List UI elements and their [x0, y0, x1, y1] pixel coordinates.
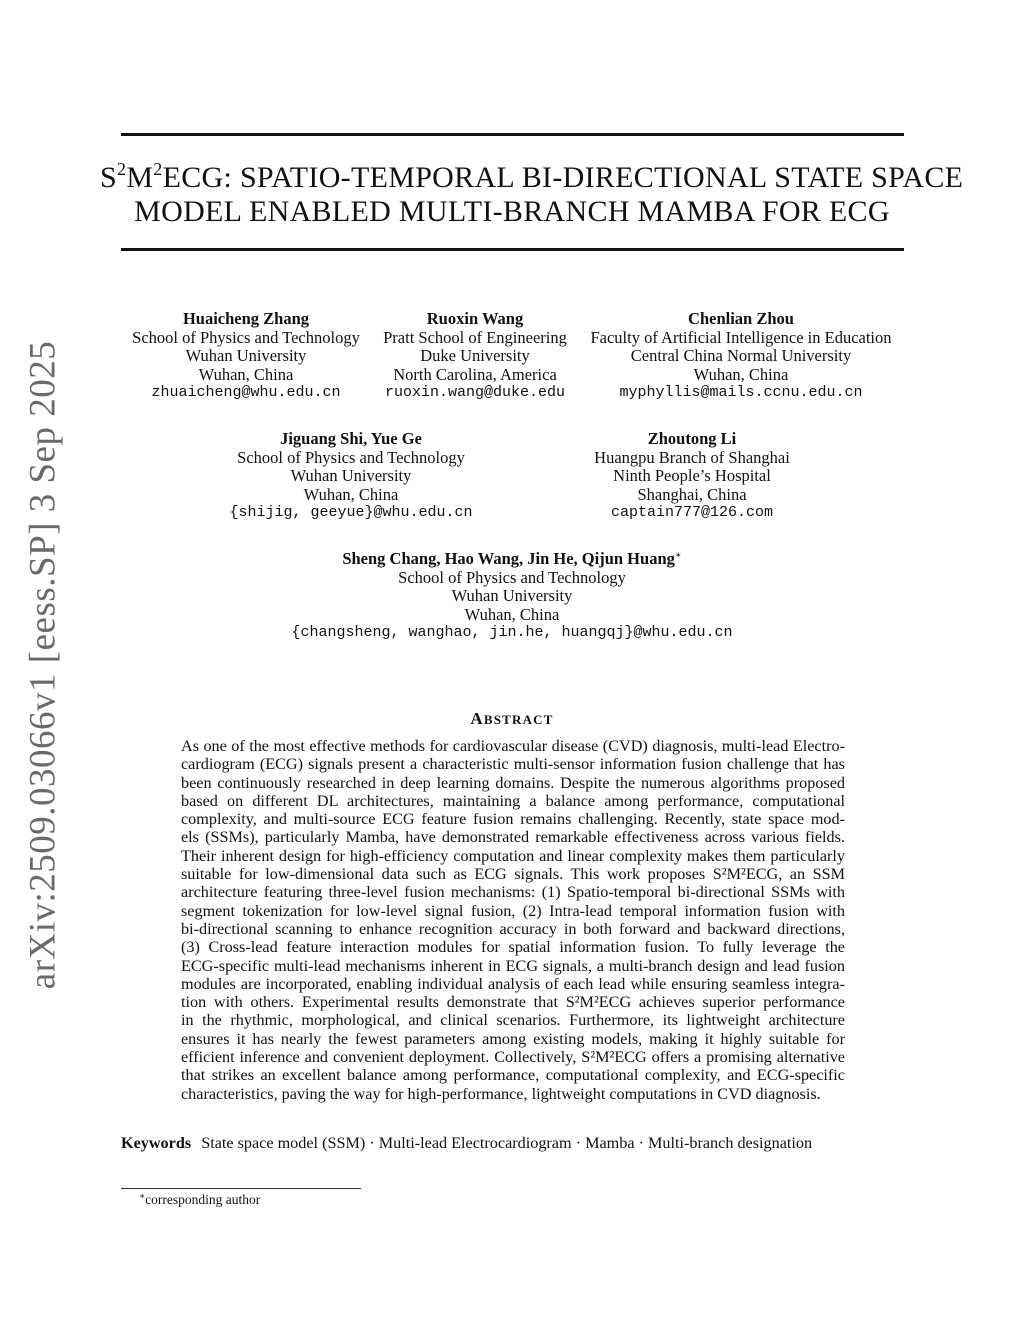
abstract-line: As one of the most effective methods for cardiovascular disease (CVD) diagnosis, multi-lead Electro- — [181, 737, 845, 755]
abstract-line: modules are incorporated, enabling individual analysis of each lead while ensuring seamless integra- — [181, 974, 845, 993]
abstract-line: ensures it has nearly the fewest parameters among existing models, making it highly suitable for — [181, 1029, 845, 1048]
abstract-line: tion with others. Experimental results demonstrate that S²M²ECG achieves superior performance — [181, 993, 845, 1012]
author-block-1 — [130, 310, 362, 403]
author-affiliation: Faculty of Artificial Intelligence in Education — [590, 327, 892, 347]
author-name: Chenlian Zhou — [688, 309, 794, 328]
author-institution: Wuhan University — [451, 586, 573, 605]
abstract-line: cardiogram (ECG) signals present a characteristic multi-sensor information fusion challenge that has — [181, 755, 845, 774]
author-name: Sheng Chang, Hao Wang, Jin He, Qijun Huang∗ — [342, 549, 682, 568]
footnote-rule — [121, 1188, 361, 1189]
author-institution: Wuhan University — [185, 346, 307, 365]
title-line-2: MODEL ENABLED MULTI-BRANCH MAMBA FOR ECG — [134, 195, 890, 228]
author-affiliation: Huangpu Branch of Shanghai — [594, 447, 790, 467]
abstract-line: suitable for low-dimensional data such as ECG signals. This work proposes S²M²ECG, an SSM — [181, 865, 845, 884]
author-email[interactable]: {changsheng, wanghao, jin.he, huangqj}@whu.edu.cn — [291, 624, 733, 641]
author-location: Wuhan, China — [303, 484, 399, 504]
author-location: Shanghai, China — [637, 484, 747, 504]
author-institution: Central China Normal University — [630, 346, 852, 365]
abstract-line: ECG-specific multi-lead mechanisms inherent in ECG signals, a multi-branch design and lead fusion — [181, 956, 845, 975]
abstract-line: in the rhythmic, morphological, and clinical scenarios. Furthermore, its lightweight architecture — [181, 1011, 845, 1030]
abstract-line: (3) Cross-lead feature interaction modules for spatial information fusion. To fully leverage the — [181, 938, 845, 957]
author-block-4 — [226, 430, 476, 523]
title-top-rule — [121, 133, 904, 136]
corresponding-mark: ∗ — [674, 550, 682, 561]
author-email[interactable]: myphyllis@mails.ccnu.edu.cn — [619, 384, 863, 401]
keywords-label: Keywords — [121, 1134, 192, 1152]
author-name: Huaicheng Zhang — [182, 309, 310, 328]
author-affiliation: School of Physics and Technology — [398, 567, 626, 587]
paper-title — [100, 159, 964, 229]
abstract-line: bi-directional scanning to enhance recognition accuracy in both forward and backward directions, — [181, 919, 845, 938]
author-name: Ruoxin Wang — [426, 309, 524, 328]
footnote — [139, 1192, 260, 1208]
author-location: North Carolina, America — [393, 364, 557, 384]
abstract-line: characteristics, paving the way for high-performance, lightweight computations in CVD diagnosis. — [181, 1084, 821, 1103]
title-line-1: $S^2M^2ECG$: SPATIO-TEMPORAL BI-DIRECTIONAL STATE SPACE — [100, 159, 964, 194]
author-institution: Wuhan University — [290, 466, 412, 485]
keywords-text: State space model (SSM) · Multi-lead Electrocardiogram · Mamba · Multi-branch designation — [201, 1134, 813, 1152]
arxiv-identifier: arXiv:2509.03066v1 [eess.SP] 3 Sep 2025 — [22, 340, 64, 990]
abstract-line: Their inherent design for high-efficiency computation and linear complexity makes them particularly — [181, 846, 845, 865]
author-institution: Ninth People’s Hospital — [613, 466, 771, 485]
author-block-2 — [380, 310, 570, 403]
author-email[interactable]: captain777@126.com — [610, 504, 774, 521]
author-name: Jiguang Shi, Yue Ge — [280, 429, 422, 448]
author-block-5 — [577, 430, 807, 523]
footnote-mark: ∗ — [139, 1191, 146, 1201]
author-block-6 — [262, 550, 762, 643]
author-location: Wuhan, China — [464, 604, 560, 624]
author-location: Wuhan, China — [198, 364, 294, 384]
title-bottom-rule — [121, 248, 904, 251]
author-location: Wuhan, China — [693, 364, 789, 384]
author-affiliation: Pratt School of Engineering — [383, 327, 567, 347]
author-name: Zhoutong Li — [647, 429, 737, 448]
footnote-text: corresponding author — [145, 1192, 261, 1207]
author-email[interactable]: zhuaicheng@whu.edu.cn — [151, 384, 341, 401]
author-block-3 — [586, 310, 896, 403]
author-institution: Duke University — [420, 346, 530, 365]
abstract-line: based on different DL architectures, maintaining a balance among performance, computational — [181, 791, 845, 810]
abstract-body — [181, 737, 845, 1103]
abstract-line: segment tokenization for low-level signal fusion, (2) Intra-lead temporal information fusion with — [181, 901, 845, 920]
abstract-line: complexity, and multi-source ECG feature fusion remains challenging. Recently, state space mod- — [181, 810, 845, 829]
author-email[interactable]: {shijig, geeyue}@whu.edu.cn — [229, 504, 473, 521]
author-affiliation: School of Physics and Technology — [132, 327, 360, 347]
abstract-line: that strikes an excellent balance among performance, computational complexity, and ECG-specific — [181, 1066, 845, 1085]
keywords — [121, 1134, 812, 1153]
abstract-line: efficient inference and convenient deployment. Collectively, S²M²ECG offers a promising alternative — [181, 1048, 845, 1067]
author-affiliation: School of Physics and Technology — [237, 447, 465, 467]
author-email[interactable]: ruoxin.wang@duke.edu — [384, 384, 566, 401]
abstract-line: els (SSMs), particularly Mamba, have demonstrated remarkable effectiveness across various fields. — [181, 828, 845, 847]
abstract-heading: ABSTRACT — [470, 709, 554, 728]
abstract-line: been continuously researched in deep learning domains. Despite the numerous algorithms proposed — [181, 773, 845, 792]
abstract-line: architecture featuring three-level fusion mechanisms: (1) Spatio-temporal bi-directional SSMs with — [181, 883, 845, 902]
